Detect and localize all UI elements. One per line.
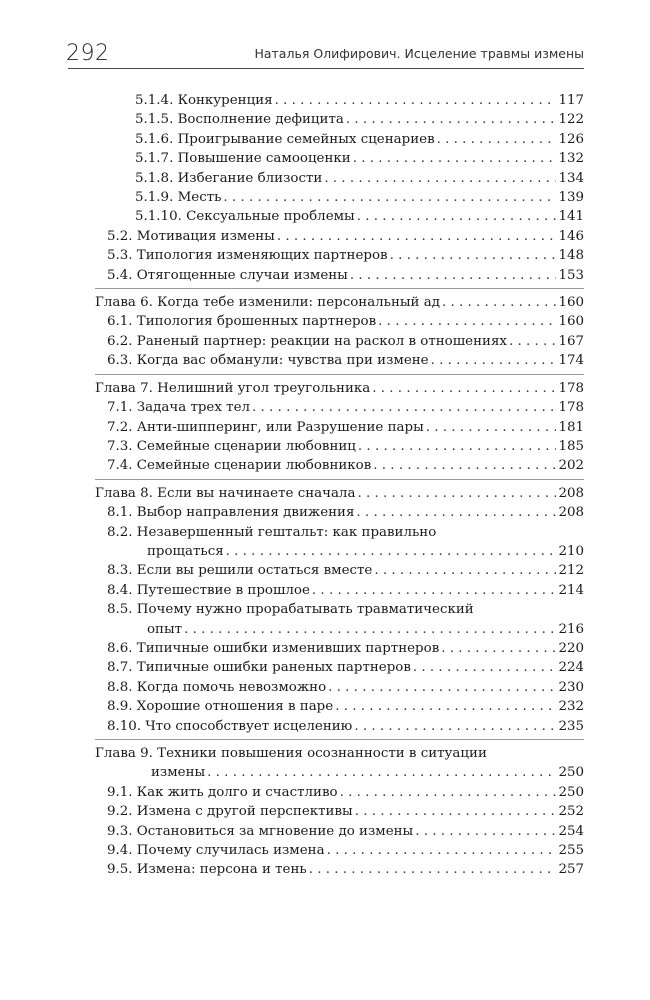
toc-page-number: 254 <box>558 823 584 839</box>
toc-page-number: 148 <box>558 248 584 264</box>
toc-entry[interactable] <box>95 169 584 188</box>
toc-entry[interactable] <box>95 398 584 417</box>
toc-entry-title: 6.2. Раненый партнер: реакции на раскол в отношениях <box>107 333 507 349</box>
toc-entry-title: 5.1.9. Месть <box>135 190 222 206</box>
toc-entry-title: 5.1.5. Восполнение дефицита <box>135 112 344 128</box>
toc-page-number: 214 <box>558 582 584 598</box>
dot-leader <box>328 678 556 697</box>
dot-leader <box>390 246 557 265</box>
toc-entry-title: 8.7. Типичные ошибки раненых партнеров <box>107 660 411 676</box>
dot-leader <box>335 697 556 716</box>
dot-leader <box>353 149 557 168</box>
toc-entry-title: Глава 6. Когда тебе изменили: персональный ад <box>95 295 440 311</box>
toc-entry[interactable] <box>95 246 584 265</box>
toc-entry-title-continued: измены <box>151 765 206 781</box>
toc-chapter-entry[interactable] <box>95 744 584 783</box>
toc-page-number: 134 <box>558 170 584 186</box>
toc-chapter-entry[interactable] <box>95 379 584 398</box>
toc-page-number: 210 <box>558 543 584 559</box>
toc-chapter-entry[interactable] <box>95 293 584 312</box>
toc-entry[interactable] <box>95 351 584 370</box>
toc-page-number: 255 <box>558 843 584 859</box>
toc-page-number: 132 <box>558 151 584 167</box>
dot-leader <box>442 293 556 312</box>
toc-entry-title: 9.3. Остановиться за мгновение до измены <box>107 823 414 839</box>
running-title: Наталья Олифирович. Исцеление травмы измены <box>254 46 584 61</box>
toc-entry[interactable] <box>95 697 584 716</box>
dot-leader <box>441 639 556 658</box>
header-rule <box>68 68 584 69</box>
toc-page-number: 122 <box>558 112 584 128</box>
toc-entry-title: 8.10. Что способствует исцелению <box>107 718 353 734</box>
toc-entry-title: 8.3. Если вы решили остаться вместе <box>107 563 373 579</box>
dot-leader <box>374 561 556 580</box>
toc-page-number: 220 <box>558 640 584 656</box>
toc-entry-title: Глава 7. Нелишний угол треугольника <box>95 380 371 396</box>
toc-entry[interactable] <box>95 503 584 522</box>
toc-entry[interactable] <box>95 332 584 351</box>
toc-page-number: 250 <box>558 765 584 781</box>
dot-leader <box>346 110 557 129</box>
toc-page-number: 185 <box>558 438 584 454</box>
toc-entry-title: 5.1.10. Сексуальные проблемы <box>135 209 355 225</box>
dot-leader <box>324 169 556 188</box>
toc-entry-title: 8.6. Типичные ошибки изменивших партнеров <box>107 640 440 656</box>
toc-entry-title: 7.3. Семейные сценарии любовниц <box>107 438 356 454</box>
toc-chapter-entry[interactable] <box>95 484 584 503</box>
page-header <box>66 40 584 68</box>
dot-leader <box>340 783 557 802</box>
dot-leader <box>223 188 556 207</box>
dot-leader <box>426 418 557 437</box>
dot-leader <box>226 542 557 561</box>
toc-page-number: 181 <box>558 419 584 435</box>
dot-leader <box>356 503 556 522</box>
toc-entry-title: 9.4. Почему случилась измена <box>107 843 325 859</box>
toc-entry[interactable] <box>95 418 584 437</box>
toc-entry[interactable] <box>95 678 584 697</box>
toc-entry-title: 8.5. Почему нужно прорабатывать травматический <box>107 602 474 618</box>
toc-entry-title: 5.4. Отягощенные случаи измены <box>107 267 348 283</box>
toc-page-number: 202 <box>558 458 584 474</box>
toc-entry-title: 5.3. Типология изменяющих партнеров <box>107 248 388 264</box>
dot-leader <box>415 822 556 841</box>
toc-entry-title: 7.2. Анти-шиппеpинг, или Разрушение пары <box>107 419 424 435</box>
dot-leader <box>275 91 557 110</box>
toc-entry[interactable] <box>95 266 584 285</box>
toc-entry-title: 8.1. Выбор направления движения <box>107 505 355 521</box>
toc-page-number: 208 <box>558 485 584 501</box>
toc-entry[interactable] <box>95 130 584 149</box>
toc-entry-title: 7.1. Задача трех тел <box>107 400 251 416</box>
toc-page-number: 160 <box>558 314 584 330</box>
toc-entry[interactable] <box>95 783 584 802</box>
toc-entry-title: Глава 9. Техники повышения осознанности в ситуации <box>95 746 487 761</box>
toc-entry-title: 5.1.7. Повышение самооценки <box>135 151 351 167</box>
toc-page-number: 208 <box>558 505 584 521</box>
toc-entry-title: Глава 8. Если вы начинаете сначала <box>95 485 356 501</box>
dot-leader <box>354 717 556 736</box>
dot-leader <box>431 351 557 370</box>
dot-leader <box>373 456 556 475</box>
toc-entry[interactable] <box>95 561 584 580</box>
toc-entry[interactable] <box>95 110 584 129</box>
dot-leader <box>378 312 556 331</box>
toc-page-number: 126 <box>558 131 584 147</box>
toc-entry-title: 6.3. Когда вас обманули: чувства при измене <box>107 353 429 369</box>
table-of-contents <box>95 91 584 880</box>
toc-page-number: 178 <box>558 400 584 416</box>
dot-leader <box>413 658 557 677</box>
toc-entry[interactable] <box>95 860 584 879</box>
toc-page-number: 212 <box>558 563 584 579</box>
toc-entry-title-continued: прощаться <box>147 543 224 559</box>
chapter-divider <box>95 374 584 375</box>
toc-entry[interactable] <box>95 841 584 860</box>
dot-leader <box>355 802 557 821</box>
toc-entry-title: 7.4. Семейные сценарии любовников <box>107 458 372 474</box>
toc-page-number: 146 <box>558 228 584 244</box>
dot-leader <box>184 620 556 639</box>
toc-entry-title: 8.9. Хорошие отношения в паре <box>107 699 334 715</box>
toc-entry[interactable] <box>95 658 584 677</box>
dot-leader <box>309 860 557 879</box>
toc-entry-title: 5.1.4. Конкуренция <box>135 93 273 108</box>
toc-entry[interactable] <box>95 822 584 841</box>
toc-entry-title: 9.5. Измена: персона и тень <box>107 862 307 878</box>
toc-page-number: 257 <box>558 862 584 878</box>
toc-entry-title: 5.1.6. Проигрывание семейных сценариев <box>135 131 435 147</box>
toc-entry-title: 9.2. Измена с другой перспективы <box>107 804 353 820</box>
toc-page-number: 216 <box>558 621 584 637</box>
dot-leader <box>277 227 557 246</box>
chapter-divider <box>95 739 584 740</box>
toc-entry-title: 8.4. Путешествие в прошлое <box>107 582 310 598</box>
toc-entry-title: 9.1. Как жить долго и счастливо <box>107 784 338 800</box>
toc-entry-title: 6.1. Типология брошенных партнеров <box>107 314 377 330</box>
toc-page-number: 252 <box>558 804 584 820</box>
toc-page-number: 224 <box>558 660 584 676</box>
toc-page-number: 232 <box>558 699 584 715</box>
toc-entry[interactable] <box>95 600 584 639</box>
toc-entry-title: 8.2. Незавершенный гештальт: как правильно <box>107 524 437 540</box>
toc-entry[interactable] <box>95 227 584 246</box>
toc-page-number: 250 <box>558 784 584 800</box>
dot-leader <box>350 266 557 285</box>
toc-entry-title: 5.2. Мотивация измены <box>107 228 275 244</box>
toc-page-number: 141 <box>558 209 584 225</box>
dot-leader <box>327 841 557 860</box>
dot-leader <box>357 207 557 226</box>
chapter-divider <box>95 479 584 480</box>
dot-leader <box>357 484 556 503</box>
toc-page-number: 235 <box>558 718 584 734</box>
toc-entry[interactable] <box>95 523 584 562</box>
dot-leader <box>207 763 556 782</box>
dot-leader <box>509 332 556 351</box>
dot-leader <box>358 437 557 456</box>
toc-page-number: 174 <box>558 353 584 369</box>
toc-page-number: 178 <box>558 380 584 396</box>
toc-entry[interactable] <box>95 188 584 207</box>
toc-entry[interactable] <box>95 802 584 821</box>
toc-entry[interactable] <box>95 91 584 110</box>
toc-page-number: 117 <box>558 93 584 108</box>
page-number: 292 <box>66 41 110 66</box>
toc-entry[interactable] <box>95 581 584 600</box>
toc-entry[interactable] <box>95 717 584 736</box>
chapter-divider <box>95 288 584 289</box>
toc-entry-title: 5.1.8. Избегание близости <box>135 170 323 186</box>
toc-page-number: 167 <box>558 333 584 349</box>
toc-page-number: 230 <box>558 679 584 695</box>
toc-entry[interactable] <box>95 639 584 658</box>
dot-leader <box>312 581 557 600</box>
dot-leader <box>252 398 556 417</box>
toc-entry-title: 8.8. Когда помочь невозможно <box>107 679 327 695</box>
toc-page-number: 139 <box>558 190 584 206</box>
toc-entry[interactable] <box>95 207 584 226</box>
toc-entry[interactable] <box>95 312 584 331</box>
toc-entry[interactable] <box>95 456 584 475</box>
toc-page-number: 153 <box>558 267 584 283</box>
dot-leader <box>372 379 556 398</box>
dot-leader <box>437 130 557 149</box>
toc-page-number: 160 <box>558 295 584 311</box>
toc-entry[interactable] <box>95 149 584 168</box>
toc-entry-title-continued: опыт <box>147 621 183 637</box>
toc-entry[interactable] <box>95 437 584 456</box>
